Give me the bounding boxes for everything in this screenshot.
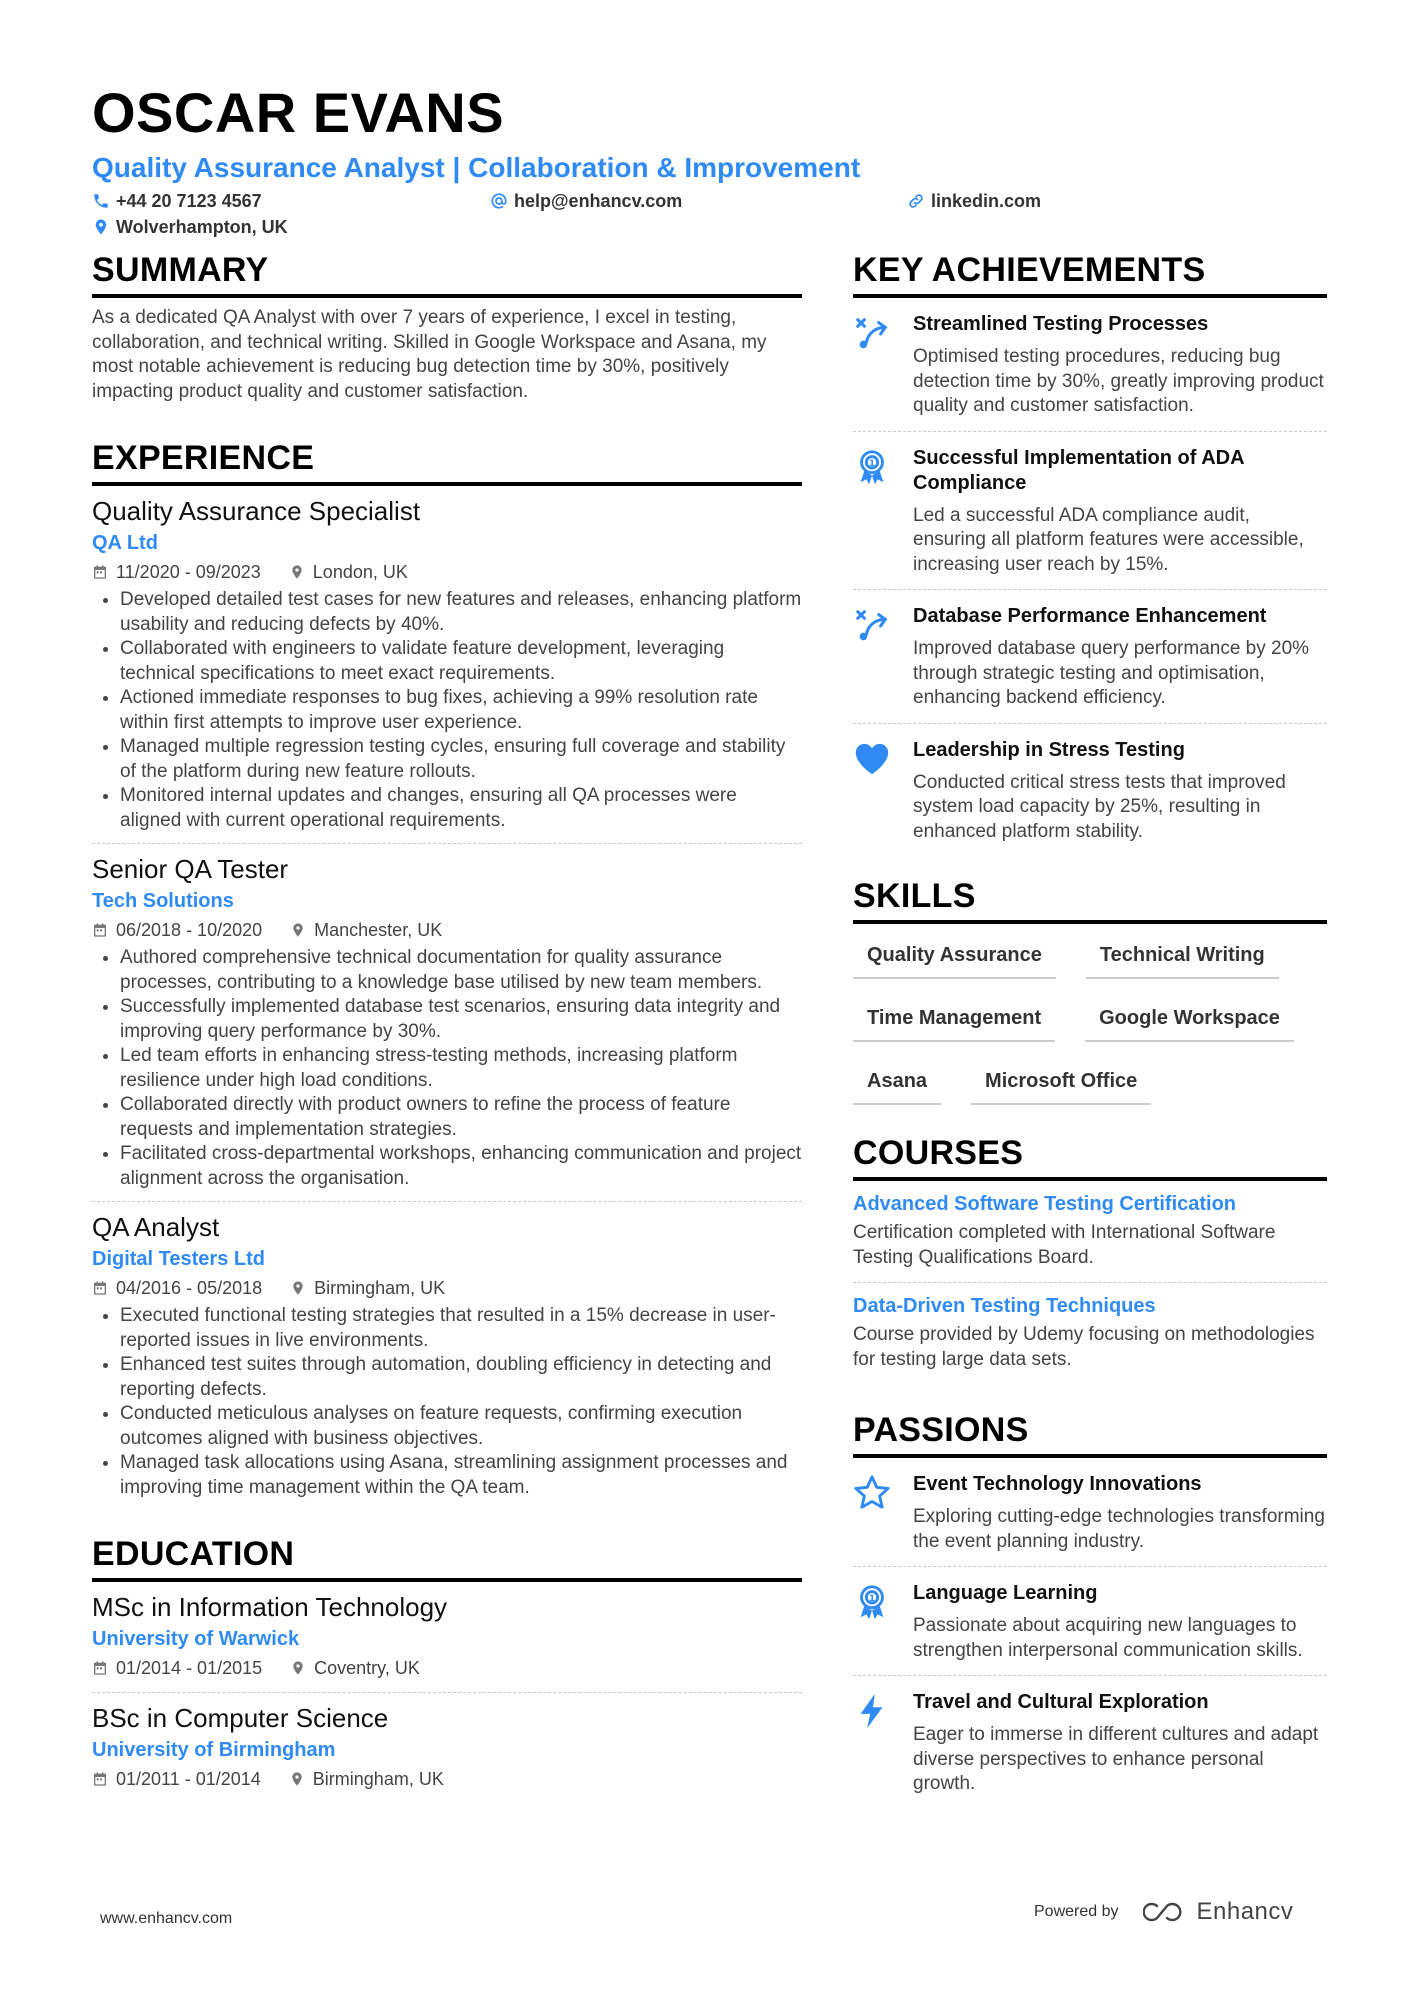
job-bullet: • Led team efforts in enhancing stress-testing methods, increasing platform resilience under high load conditions. xyxy=(120,1044,802,1093)
skills-list xyxy=(853,924,1327,1105)
education-dates xyxy=(92,1765,261,1793)
enhancv-logo[interactable] xyxy=(1143,1898,1294,1926)
education-section xyxy=(92,1534,802,1803)
course-item xyxy=(853,1181,1327,1283)
achievement-item xyxy=(853,724,1327,857)
company-name: QA Ltd xyxy=(92,532,158,554)
strategy-icon xyxy=(853,604,895,711)
linkedin-text[interactable]: linkedin.com xyxy=(931,191,1042,211)
job-dates-text: 11/2020 - 09/2023 xyxy=(116,562,261,582)
passion-title: Travel and Cultural Exploration xyxy=(913,1691,1209,1713)
school-name: University of Warwick xyxy=(92,1628,300,1650)
job-location-text: Birmingham, UK xyxy=(314,1278,446,1298)
bolt-icon xyxy=(853,1690,895,1797)
passion-text: Eager to immerse in different cultures and adapt diverse perspectives to enhance personal growth. xyxy=(913,1724,1319,1794)
education-location-text: Birmingham, UK xyxy=(312,1769,444,1789)
calendar-icon xyxy=(92,1660,108,1676)
job-title: Senior QA Tester xyxy=(92,854,289,884)
job-bullet: • Enhanced test suites through automation, doubling efficiency in detecting and reporting defects. xyxy=(120,1353,802,1402)
education-heading: EDUCATION xyxy=(92,1534,802,1582)
education-dates xyxy=(92,1654,262,1682)
phone-icon xyxy=(92,192,110,210)
degree-title: MSc in Information Technology xyxy=(92,1592,448,1622)
enhancv-logo-icon xyxy=(1143,1900,1189,1924)
job-bullet: • Authored comprehensive technical documentation for quality assurance processes, contributing to a knowledge base utilised by new team members. xyxy=(120,946,802,995)
strategy-icon xyxy=(853,312,895,419)
heart-icon xyxy=(853,738,895,845)
skills-section xyxy=(853,876,1327,1105)
achievement-title: Leadership in Stress Testing xyxy=(913,738,1185,761)
education-dates-text: 01/2014 - 01/2015 xyxy=(116,1658,263,1678)
achievement-text: Optimised testing procedures, reducing bug detection time by 30%, greatly improving product quality and customer satisfaction. xyxy=(913,346,1324,416)
job-entry xyxy=(92,844,802,1202)
candidate-tagline: Quality Assurance Analyst | Collaboration & Improvement xyxy=(92,152,861,183)
job-bullets xyxy=(92,1304,802,1500)
job-location xyxy=(289,558,408,586)
education-dates-text: 01/2011 - 01/2014 xyxy=(116,1769,261,1789)
passion-item xyxy=(853,1676,1327,1809)
course-title: Data-Driven Testing Techniques xyxy=(853,1295,1156,1317)
passion-text: Passionate about acquiring new languages to strengthen interpersonal communication skills. xyxy=(913,1615,1303,1661)
right-column xyxy=(853,250,1327,1843)
medal-icon xyxy=(853,1581,895,1663)
footer-website[interactable]: www.enhancv.com xyxy=(100,1910,233,1927)
passion-item xyxy=(853,1458,1327,1567)
email-text[interactable]: help@enhancv.com xyxy=(514,191,683,211)
job-title: Quality Assurance Specialist xyxy=(92,496,421,526)
resume-header xyxy=(92,78,1332,244)
course-text: Certification completed with International Software Testing Qualifications Board. xyxy=(853,1222,1276,1268)
achievement-text: Led a successful ADA compliance audit, ensuring all platform features were accessible, increasing user reach by 15%. xyxy=(913,504,1304,575)
passion-title: Event Technology Innovations xyxy=(913,1473,1202,1495)
degree-title: BSc in Computer Science xyxy=(92,1703,389,1733)
passion-title: Language Learning xyxy=(913,1582,1098,1604)
left-column xyxy=(92,250,802,1837)
passion-item xyxy=(853,1567,1327,1676)
map-pin-icon xyxy=(290,1280,306,1296)
job-location xyxy=(290,1274,445,1302)
calendar-icon xyxy=(92,564,108,580)
company-name: Digital Testers Ltd xyxy=(92,1248,265,1270)
job-entry xyxy=(92,1202,802,1510)
phone-text: +44 20 7123 4567 xyxy=(116,191,262,211)
skills-heading: SKILLS xyxy=(853,876,1327,924)
job-bullet: • Conducted meticulous analyses on feature requests, confirming execution outcomes aligned with business objectives. xyxy=(120,1402,802,1451)
job-dates-text: 04/2016 - 05/2018 xyxy=(116,1278,263,1298)
course-title: Advanced Software Testing Certification xyxy=(853,1193,1237,1215)
job-bullet: • Actioned immediate responses to bug fixes, achieving a 99% resolution rate within first attempts to improve user experience. xyxy=(120,686,802,735)
job-bullet: • Successfully implemented database test scenarios, ensuring data integrity and improving query performance by 30%. xyxy=(120,995,802,1044)
footer-branding xyxy=(1034,1898,1293,1926)
link-icon xyxy=(907,192,925,210)
job-meta xyxy=(92,1274,802,1302)
achievement-item xyxy=(853,298,1327,432)
achievement-item xyxy=(853,590,1327,724)
calendar-icon xyxy=(92,1280,108,1296)
achievement-title: Successful Implementation of ADA Compliance xyxy=(913,446,1244,494)
candidate-name: OSCAR EVANS xyxy=(92,81,505,144)
job-meta xyxy=(92,558,802,586)
achievement-text: Conducted critical stress tests that improved system load capacity by 25%, resulting in enhanced platform stability. xyxy=(913,771,1286,842)
job-bullet: • Collaborated directly with product owners to refine the process of feature requests and implementation strategies. xyxy=(120,1093,802,1142)
location-text: Wolverhampton, UK xyxy=(116,217,288,237)
courses-heading: COURSES xyxy=(853,1133,1327,1181)
course-text: Course provided by Udemy focusing on methodologies for testing large data sets. xyxy=(853,1324,1315,1370)
school-name: University of Birmingham xyxy=(92,1739,336,1761)
job-location xyxy=(290,916,442,944)
svg-text:1: 1 xyxy=(869,458,875,469)
contact-email[interactable] xyxy=(490,188,682,214)
skill-tag: Microsoft Office xyxy=(971,1064,1151,1105)
education-location xyxy=(289,1765,444,1793)
job-title: QA Analyst xyxy=(92,1212,220,1242)
education-meta xyxy=(92,1654,802,1682)
medal-icon xyxy=(853,446,895,578)
map-pin-icon xyxy=(92,218,110,236)
experience-heading: EXPERIENCE xyxy=(92,438,802,486)
achievement-title: Database Performance Enhancement xyxy=(913,605,1267,627)
skill-tag: Quality Assurance xyxy=(853,938,1056,979)
experience-section xyxy=(92,438,802,1510)
powered-by-label: Powered by xyxy=(1034,1903,1119,1920)
contact-bar xyxy=(92,188,1332,244)
achievements-section xyxy=(853,250,1327,856)
job-bullet: • Facilitated cross-departmental workshops, enhancing communication and project alignment across the organisation. xyxy=(120,1142,802,1191)
courses-section xyxy=(853,1133,1327,1384)
job-entry xyxy=(92,486,802,844)
calendar-icon xyxy=(92,1771,108,1787)
job-bullet: • Executed functional testing strategies that resulted in a 15% decrease in user-reported issues in live environments. xyxy=(120,1304,802,1353)
achievement-text: Improved database query performance by 20% through strategic testing and optimisation, enhancing backend efficiency. xyxy=(913,638,1310,708)
job-dates xyxy=(92,916,262,944)
achievements-heading: KEY ACHIEVEMENTS xyxy=(853,250,1327,298)
job-bullet: • Collaborated with engineers to validate feature development, leveraging technical specifications to meet exact requirements. xyxy=(120,637,802,686)
education-meta xyxy=(92,1765,802,1793)
achievement-item xyxy=(853,432,1327,591)
job-bullet: • Managed task allocations using Asana, streamlining assignment processes and improving time management within the QA team. xyxy=(120,1451,802,1500)
education-entry xyxy=(92,1693,802,1803)
map-pin-icon xyxy=(290,1660,306,1676)
job-location-text: London, UK xyxy=(312,562,408,582)
skill-tag: Asana xyxy=(853,1064,941,1105)
job-dates xyxy=(92,1274,262,1302)
job-location-text: Manchester, UK xyxy=(314,920,443,940)
contact-phone xyxy=(92,188,262,214)
education-location-text: Coventry, UK xyxy=(314,1658,420,1678)
education-entry xyxy=(92,1582,802,1693)
star-icon xyxy=(853,1472,895,1554)
company-name: Tech Solutions xyxy=(92,890,234,912)
map-pin-icon xyxy=(289,564,305,580)
job-dates xyxy=(92,558,261,586)
skill-tag: Technical Writing xyxy=(1086,938,1279,979)
job-bullets xyxy=(92,946,802,1191)
job-bullet: • Managed multiple regression testing cycles, ensuring full coverage and stability of the platform during new feature rollouts. xyxy=(120,735,802,784)
summary-heading: SUMMARY xyxy=(92,250,802,298)
course-item xyxy=(853,1283,1327,1384)
contact-linkedin[interactable] xyxy=(907,188,1041,214)
job-bullet: • Monitored internal updates and changes, ensuring all QA processes were aligned with current operational requirements. xyxy=(120,784,802,833)
calendar-icon xyxy=(92,922,108,938)
job-dates-text: 06/2018 - 10/2020 xyxy=(116,920,263,940)
job-meta xyxy=(92,916,802,944)
achievement-title: Streamlined Testing Processes xyxy=(913,313,1209,335)
passions-heading: PASSIONS xyxy=(853,1410,1327,1458)
map-pin-icon xyxy=(290,922,306,938)
passions-section xyxy=(853,1410,1327,1809)
skill-tag: Time Management xyxy=(853,1001,1055,1042)
at-sign-icon xyxy=(490,192,508,210)
map-pin-icon xyxy=(289,1771,305,1787)
skill-tag: Google Workspace xyxy=(1085,1001,1294,1042)
education-location xyxy=(290,1654,420,1682)
svg-text:1: 1 xyxy=(869,1594,875,1605)
summary-text: As a dedicated QA Analyst with over 7 years of experience, I excel in testing, collaboration, and technical writing. Skilled in Google Workspace and Asana, my most notable achievement is reducing bug detection time by 30%, positively impacting product quality and customer satisfaction. xyxy=(92,307,767,402)
contact-location xyxy=(92,214,288,240)
job-bullet: • Developed detailed test cases for new features and releases, enhancing platform usability and reducing defects by 40%. xyxy=(120,588,802,637)
job-bullets xyxy=(92,588,802,833)
passion-text: Exploring cutting-edge technologies transforming the event planning industry. xyxy=(913,1506,1325,1552)
summary-section xyxy=(92,250,802,404)
brand-name: Enhancv xyxy=(1196,1898,1294,1925)
